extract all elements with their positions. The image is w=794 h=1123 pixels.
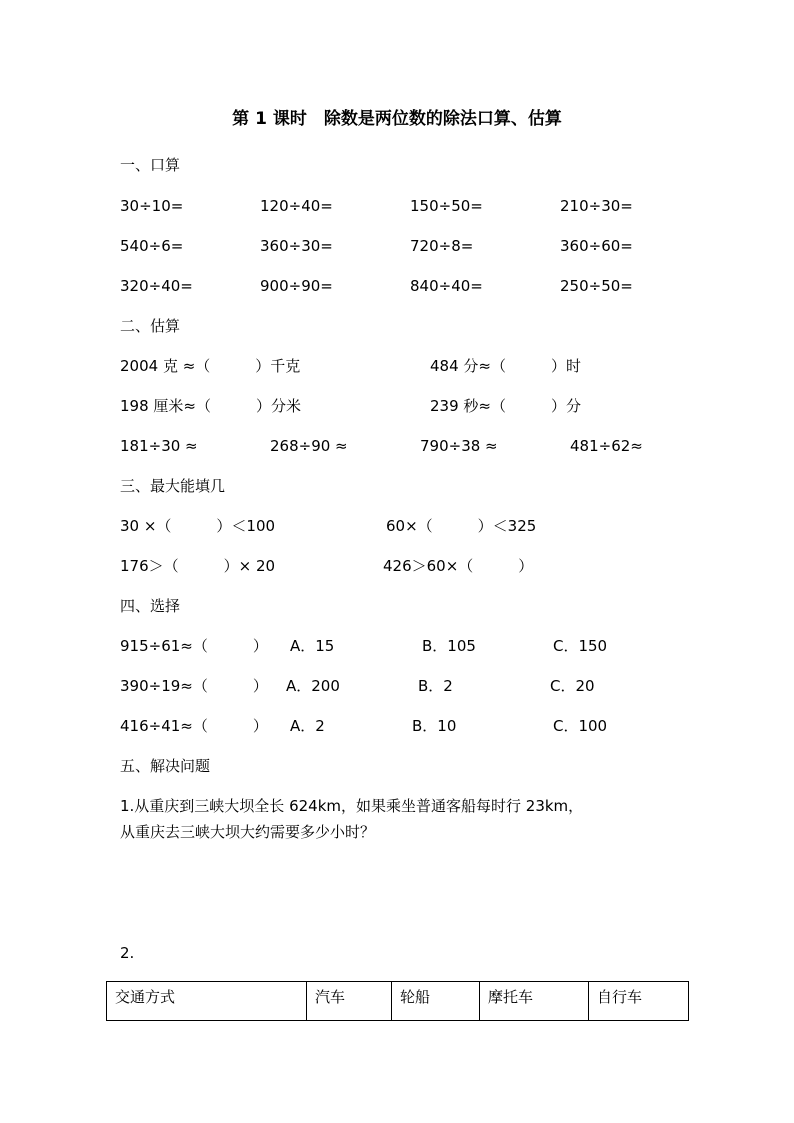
oral-calc-item: 540÷6=	[120, 237, 184, 255]
estimate-item: 481÷62≈	[570, 437, 643, 455]
oral-calc-item: 840÷40=	[410, 277, 483, 295]
oral-calc-item: 720÷8=	[410, 237, 474, 255]
table-row	[107, 982, 689, 1021]
choice-option-a: A．200	[286, 677, 340, 695]
oral-calc-item: 30÷10=	[120, 197, 184, 215]
choice-option-b: B．105	[422, 637, 476, 655]
table-header-cell: 轮船	[392, 982, 480, 1021]
choice-option-b: B．2	[418, 677, 453, 695]
problem1-text: 1.从重庆到三峡大坝全长 624km，如果乘坐普通客船每时行 23km，	[120, 797, 584, 815]
section1-heading: 一、口算	[120, 156, 181, 174]
table-header-cell: 汽车	[307, 982, 392, 1021]
problem2-label: 2.	[120, 944, 135, 962]
section2-heading: 二、估算	[120, 317, 181, 335]
max-fill-item: 30 ×（ ）＜100	[120, 517, 276, 535]
choice-option-c: C．150	[553, 637, 608, 655]
oral-calc-item: 320÷40=	[120, 277, 193, 295]
estimate-item: 198 厘米≈（ ）分米	[120, 397, 301, 415]
estimate-item: 239 秒≈（ ）分	[430, 397, 581, 415]
estimate-item: 2004 克 ≈（ ）千克	[120, 357, 301, 375]
choice-option-c: C．100	[553, 717, 608, 735]
estimate-item: 484 分≈（ ）时	[430, 357, 581, 375]
choice-question: 416÷41≈（ ）	[120, 717, 268, 735]
estimate-item: 181÷30 ≈	[120, 437, 198, 455]
oral-calc-item: 250÷50=	[560, 277, 633, 295]
max-fill-item: 60×（ ）＜325	[386, 517, 537, 535]
table-header-cell: 自行车	[589, 982, 689, 1021]
max-fill-item: 176＞（ ）× 20	[120, 557, 276, 575]
oral-calc-item: 210÷30=	[560, 197, 633, 215]
choice-question: 915÷61≈（ ）	[120, 637, 268, 655]
section3-heading: 三、最大能填几	[120, 477, 226, 495]
problem1-text: 从重庆去三峡大坝大约需要多少小时？	[120, 823, 376, 841]
max-fill-item: 426＞60×（ ）	[383, 557, 534, 575]
oral-calc-item: 360÷30=	[260, 237, 333, 255]
choice-option-a: A．2	[290, 717, 325, 735]
choice-question: 390÷19≈（ ）	[120, 677, 268, 695]
table-header-cell: 摩托车	[480, 982, 589, 1021]
oral-calc-item: 120÷40=	[260, 197, 333, 215]
choice-option-b: B．10	[412, 717, 457, 735]
oral-calc-item: 900÷90=	[260, 277, 333, 295]
section4-heading: 四、选择	[120, 597, 181, 615]
oral-calc-item: 150÷50=	[410, 197, 483, 215]
table-header-cell: 交通方式	[107, 982, 307, 1021]
transport-table	[106, 981, 689, 1021]
section5-heading: 五、解决问题	[120, 757, 211, 775]
estimate-item: 268÷90 ≈	[270, 437, 348, 455]
estimate-item: 790÷38 ≈	[420, 437, 498, 455]
oral-calc-item: 360÷60=	[560, 237, 633, 255]
choice-option-c: C．20	[550, 677, 595, 695]
page-title: 第 1 课时 除数是两位数的除法口算、估算	[232, 109, 562, 129]
choice-option-a: A．15	[290, 637, 335, 655]
